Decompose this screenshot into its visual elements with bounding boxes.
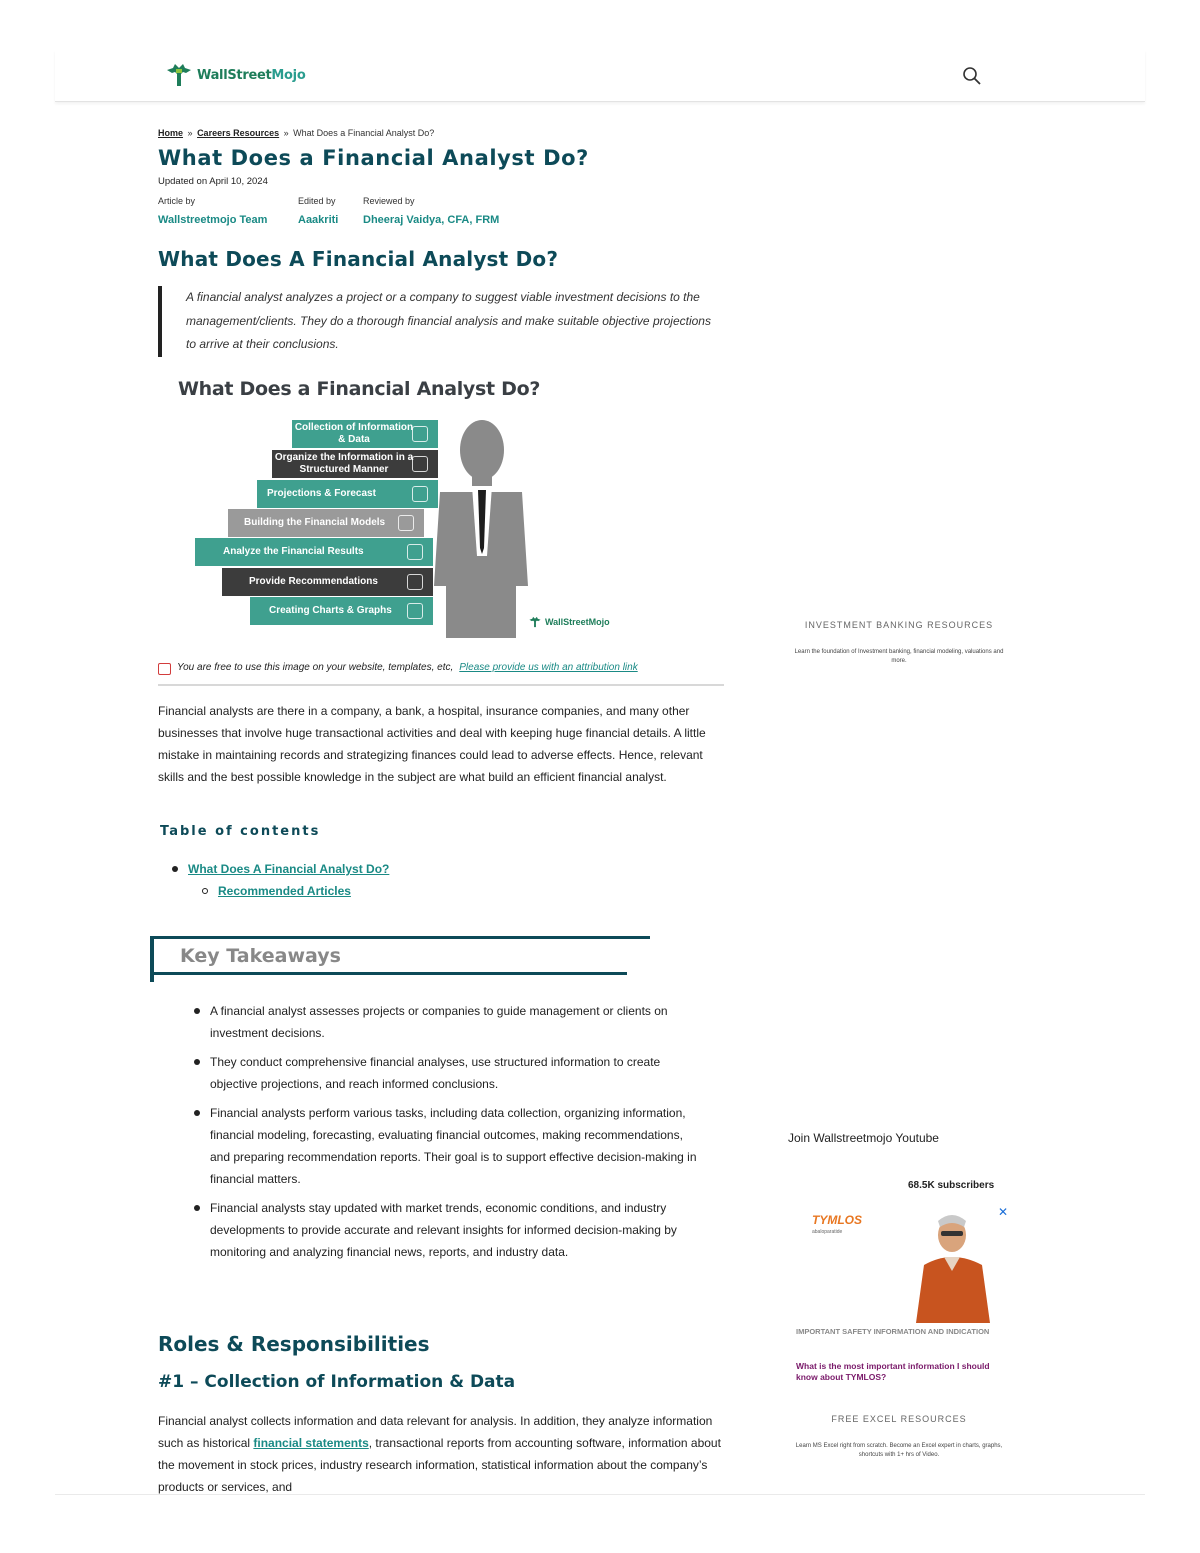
ib-resources-label[interactable]: INVESTMENT BANKING RESOURCES xyxy=(804,620,994,630)
infographic-step: Organize the Information in a Structured Manner xyxy=(272,450,438,478)
editor-block xyxy=(298,196,338,226)
list-item: They conduct comprehensive financial analyses, use structured information to create objective projections, and reach informed conclusions. xyxy=(192,1051,702,1095)
toc-link[interactable]: What Does A Financial Analyst Do? xyxy=(188,862,390,876)
search-icon[interactable] xyxy=(962,66,982,86)
reviewer-name[interactable]: Dheeraj Vaidya, CFA, FRM xyxy=(363,214,500,226)
section-heading: What Does A Financial Analyst Do? xyxy=(158,247,559,271)
forecast-icon xyxy=(412,486,428,502)
ib-resources-text: Learn the foundation of Investment banking, financial modeling, valuations and more. xyxy=(794,649,1004,664)
ad-question-link[interactable]: What is the most important information I should know about TYMLOS? xyxy=(796,1361,990,1382)
data-icon xyxy=(412,426,428,442)
infographic-step: Analyze the Financial Results xyxy=(195,538,433,566)
list-item: A financial analyst assesses projects or companies to guide management or clients on investment decisions. xyxy=(192,1000,702,1044)
key-takeaways-list xyxy=(192,1000,702,1270)
breadcrumb-careers-resources[interactable]: Careers Resources xyxy=(197,128,280,138)
reviewer-block xyxy=(363,196,499,226)
site-logo[interactable] xyxy=(165,62,305,88)
youtube-join-text[interactable]: Join Wallstreetmojo Youtube xyxy=(788,1131,939,1145)
infographic-step: Building the Financial Models xyxy=(228,509,424,537)
ad-safety-heading[interactable]: IMPORTANT SAFETY INFORMATION AND INDICATION xyxy=(796,1327,990,1336)
ad-logo[interactable]: TYMLOS xyxy=(812,1213,862,1227)
financial-statements-link[interactable]: financial statements xyxy=(253,1436,369,1450)
infographic-brand: WallStreetMojo xyxy=(528,616,610,628)
bull-logo-icon xyxy=(528,616,542,628)
intro-paragraph: Financial analysts are there in a company, a bank, a hospital, insurance companies, and many other businesses that involve huge transactional activities and deal with keeping huge financial details. A little mistake in maintaining records and strategizing finances could lead to adverse effects. Hence, relevant skills and the best possible knowledge in the subject are what build an efficient financial analyst. xyxy=(158,704,706,784)
infographic-step: Collection of Information & Data xyxy=(292,420,438,448)
subsection-heading: #1 – Collection of Information & Data xyxy=(158,1372,516,1392)
ad-close-icon[interactable]: ✕ xyxy=(998,1205,1009,1219)
editor-role: Edited by xyxy=(298,196,336,206)
table-of-contents xyxy=(172,858,389,902)
chart-icon xyxy=(407,603,423,619)
roles-paragraph: Financial analyst collects information and data relevant for analysis. In addition, they analyze information such as historical financial statements, transactional reports from accounting software, information about the movement in stock prices, industry research information, statistical information about the company’s products or services, and xyxy=(158,1414,721,1494)
page-title: What Does a Financial Analyst Do? xyxy=(158,146,589,170)
attribution-link[interactable]: Please provide us with an attribution link xyxy=(459,662,638,673)
ad-person-photo xyxy=(908,1209,1004,1323)
toc-link[interactable]: Recommended Articles xyxy=(218,884,351,898)
author-role: Article by xyxy=(158,196,196,206)
toc-title: Table of contents xyxy=(160,824,321,839)
author-name[interactable]: Wallstreetmojo Team xyxy=(158,214,268,226)
brand-name-part1: WallStreet xyxy=(197,67,272,83)
toc-item xyxy=(172,858,389,880)
image-attribution xyxy=(158,662,724,686)
key-takeaways-title: Key Takeaways xyxy=(180,945,341,967)
key-takeaways-header xyxy=(150,936,650,984)
author-block xyxy=(158,196,267,226)
analyst-silhouette-icon xyxy=(430,416,530,638)
reviewer-role: Reviewed by xyxy=(363,196,415,206)
breadcrumb xyxy=(158,128,434,138)
list-item: Financial analysts perform various tasks, including data collection, organizing information, financial modeling, forecasting, evaluating financial outcomes, making recommendations, and preparing recommendation reports. Their goal is to support effective decision-making in financial matters. xyxy=(192,1102,702,1190)
definition-quote: A financial analyst analyzes a project or a company to suggest viable investment decisions to the management/clients. They do a thorough financial analysis and make suitable objective projections to arrive at their conclusions. xyxy=(158,286,718,357)
recommend-icon xyxy=(407,574,423,590)
brand-name-part2: Mojo xyxy=(271,67,306,83)
site-header xyxy=(55,50,1145,102)
breadcrumb-separator: » xyxy=(187,128,193,138)
excel-resources-text: Learn MS Excel right from scratch. Become an Excel expert in charts, graphs, shortcuts with 1+ hrs of Video. xyxy=(795,1443,1003,1458)
breadcrumb-current: What Does a Financial Analyst Do? xyxy=(293,128,435,138)
breadcrumb-home[interactable]: Home xyxy=(158,128,184,138)
breadcrumb-separator: » xyxy=(283,128,289,138)
bull-logo-icon xyxy=(165,62,193,88)
infographic-title: What Does a Financial Analyst Do? xyxy=(178,378,541,400)
infographic-step: Provide Recommendations xyxy=(222,568,433,596)
infographic-step: Creating Charts & Graphs xyxy=(250,597,433,625)
editor-name[interactable]: Aaakriti xyxy=(298,214,339,226)
advertisement[interactable] xyxy=(796,1203,1012,1393)
roles-heading: Roles & Responsibilities xyxy=(158,1332,430,1356)
infographic xyxy=(170,372,630,642)
infographic-step: Projections & Forecast xyxy=(257,480,438,508)
model-icon xyxy=(398,515,414,531)
attribution-text: You are free to use this image on your website, templates, etc, xyxy=(177,662,454,673)
calendar-icon xyxy=(158,663,171,675)
analysis-icon xyxy=(407,544,423,560)
footer-divider xyxy=(55,1494,1145,1495)
list-item: Financial analysts stay updated with market trends, economic conditions, and industry developments to provide accurate and relevant insights for informed decision-making by monitoring and analyzing financial news, reports, and industry data. xyxy=(192,1197,702,1263)
toc-subitem xyxy=(202,880,389,902)
updated-date: Updated on April 10, 2024 xyxy=(158,176,268,187)
ad-subtitle: abaloparatide xyxy=(812,1229,843,1235)
excel-resources-label[interactable]: FREE EXCEL RESOURCES xyxy=(831,1414,967,1424)
structure-icon xyxy=(412,456,428,472)
youtube-subscribers: 68.5K subscribers xyxy=(908,1180,995,1191)
